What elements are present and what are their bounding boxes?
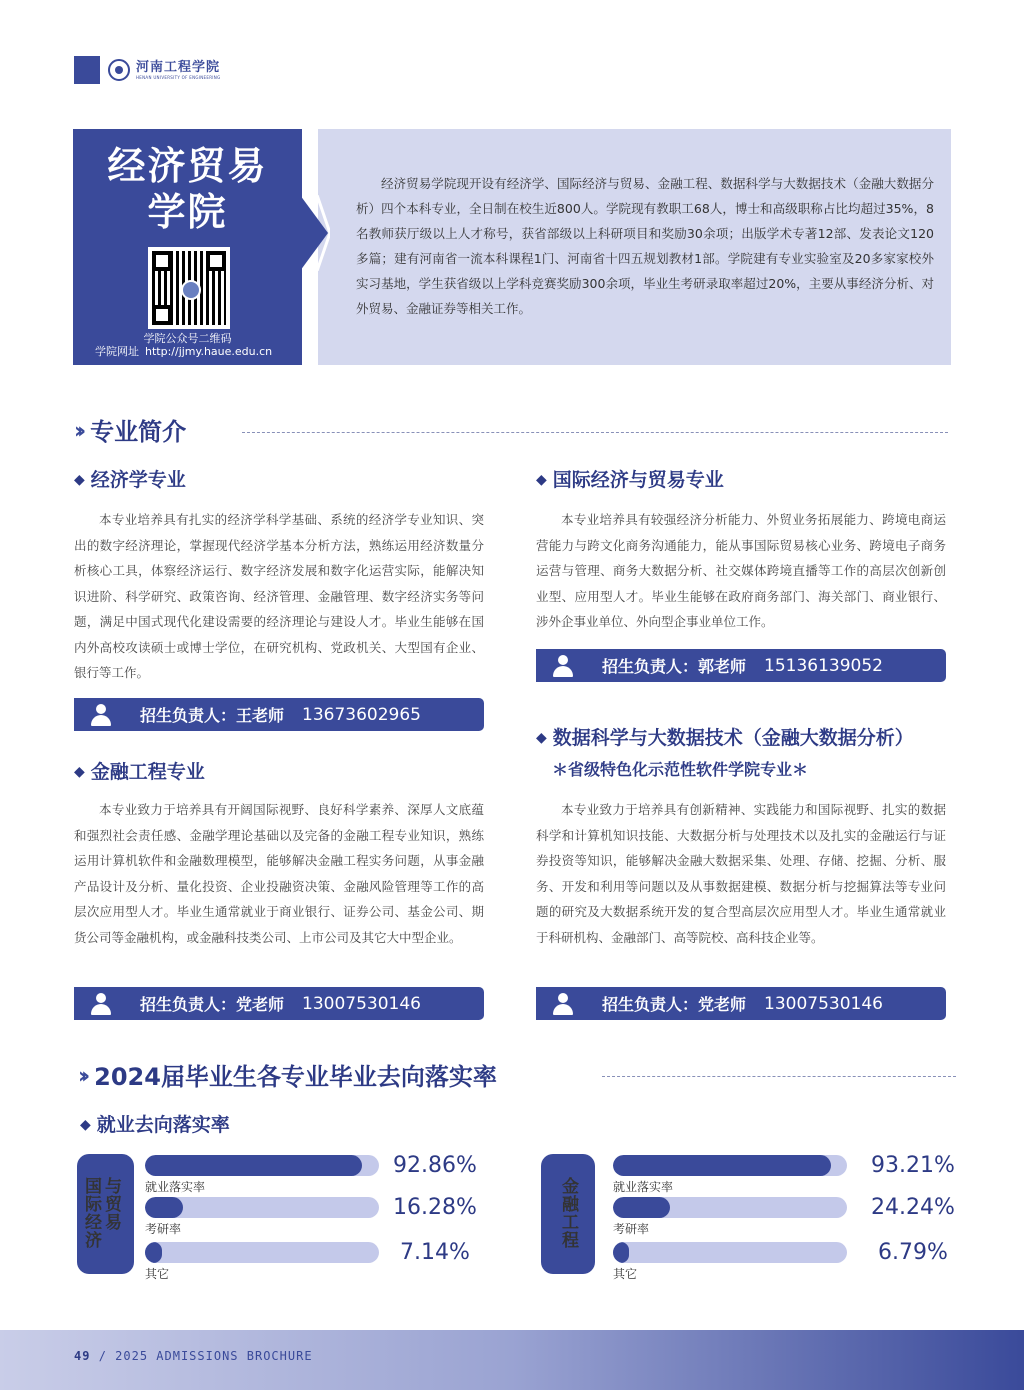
footer-separator: / [98, 1349, 107, 1363]
contact-label: 招生负责人：郭老师 [602, 657, 747, 676]
contact-phone[interactable]: 13007530146 [764, 993, 883, 1014]
bar-track [613, 1242, 847, 1263]
qr-code-icon [152, 251, 226, 325]
bar-fill-fineng-postgrad [613, 1197, 670, 1218]
double-chevron-icon: ›› [74, 419, 81, 444]
logo-english-name: HENAN UNIVERSITY OF ENGINEERING [136, 74, 221, 80]
brochure-title: 2025 ADMISSIONS BROCHURE [115, 1349, 313, 1363]
bar-track [145, 1242, 379, 1263]
section-title: 专业简介 [90, 418, 187, 446]
diamond-icon: ◆ [536, 730, 547, 746]
major-title-text: 经济学专业 [90, 469, 186, 491]
website-url[interactable]: http://jjmy.haue.edu.cn [145, 345, 273, 358]
contact-label: 招生负责人：党老师 [140, 995, 285, 1014]
stat-name-trade-col2: 与贸易 [101, 1177, 121, 1231]
corner-accent-block [74, 56, 100, 84]
bar-label: 其它 [145, 1267, 170, 1281]
section-heading-majors [74, 417, 186, 447]
university-seal-icon [108, 59, 130, 81]
bar-track [613, 1155, 847, 1176]
website-label: 学院网址 [95, 345, 139, 358]
logo-chinese-name: 河南工程学院 [136, 59, 221, 75]
panel-arrow-icon [300, 195, 330, 271]
bar-label: 考研率 [613, 1222, 650, 1236]
bar-percent: 7.14% [400, 1240, 470, 1265]
major-desc-fineng: 本专业致力于培养具有开阔国际视野、良好科学素养、深厚人文底蕴和强烈社会责任感、金融学理论基础以及完备的金融工程专业知识，熟练运用计算机软件和金融数理模型，能够解决金融工程实务问题，从事金融产品设计及分析、量化投资、企业投融资决策、金融风险管理等工作的高层次应用型人才。毕业生通常就业于商业银行、证券公司、基金公司、期货公司等金融机构，或金融科技类公司、上市公司及其它大中型企业。 [74, 802, 484, 945]
contact-label: 招生负责人：党老师 [602, 995, 747, 1014]
diamond-icon: ◆ [74, 472, 85, 488]
bar-percent: 24.24% [871, 1195, 955, 1220]
diamond-icon: ◆ [74, 764, 85, 780]
footer-text [74, 1349, 313, 1363]
bar-percent: 93.21% [871, 1153, 955, 1178]
contact-phone[interactable]: 13007530146 [302, 993, 421, 1014]
double-chevron-icon: ›› [78, 1064, 85, 1089]
college-title-line2: 学院 [147, 190, 228, 234]
bar-fill-trade-employment [145, 1155, 362, 1176]
person-icon [552, 993, 574, 1015]
major-title-text: 金融工程专业 [90, 761, 205, 783]
page-number: 49 [74, 1349, 91, 1363]
person-icon [552, 655, 574, 677]
diamond-icon: ◆ [80, 1117, 91, 1133]
major-desc-economics: 本专业培养具有扎实的经济学科学基础、系统的经济学专业知识、突出的数字经济理论，掌握现代经济学基本分析方法，熟练运用经济数量分析核心工具，体察经济运行、数字经济发展和数字化运营实际，能解决知识进阶、科学研究、政策咨询、经济管理、金融管理、数字经济实务等问题，满足中国式现代化建设需要的经济理论与建设人才。毕业生能够在国内外高校攻读硕士或博士学位，在研究机构、党政机关、大型国有企业、银行等工作。 [74, 512, 484, 680]
section-divider [242, 432, 948, 433]
section-divider [602, 1076, 956, 1077]
stat-name-trade-col1: 国际经济 [81, 1177, 101, 1249]
college-title [73, 143, 302, 235]
bar-track [613, 1197, 847, 1218]
contact-phone[interactable]: 13673602965 [302, 704, 421, 725]
bar-label: 就业落实率 [613, 1180, 674, 1194]
major-title-text: 数据科学与大数据技术（金融大数据分析） [552, 727, 914, 749]
major-note-datasci: ＊省级特色化示范性软件学院专业＊ [552, 760, 809, 779]
contact-bar-datasci [536, 987, 946, 1020]
contact-bar-trade [536, 649, 946, 682]
bar-label: 考研率 [145, 1222, 182, 1236]
college-title-panel [73, 129, 302, 365]
stat-name-fineng: 金融工程 [558, 1177, 578, 1249]
major-title-fineng [74, 759, 205, 787]
bar-percent: 6.79% [878, 1240, 948, 1265]
section-heading-employment [78, 1062, 497, 1092]
bar-fill-trade-other [145, 1242, 162, 1263]
diamond-icon: ◆ [536, 472, 547, 488]
qr-code-label: 学院公众号二维码 [143, 332, 232, 345]
website-row [95, 345, 278, 359]
major-title-datasci [536, 725, 914, 753]
bar-fill-trade-postgrad [145, 1197, 183, 1218]
contact-bar-fineng [74, 987, 484, 1020]
bar-label: 就业落实率 [145, 1180, 206, 1194]
college-title-line1: 经济贸易 [107, 144, 268, 188]
bar-fill-fineng-employment [613, 1155, 831, 1176]
contact-phone[interactable]: 15136139052 [764, 655, 883, 676]
college-intro-text: 经济贸易学院现开设有经济学、国际经济与贸易、金融工程、数据科学与大数据技术（金融大数据分析）四个本科专业，全日制在校生近800人。学院现有教职工68人，博士和高级职称占比均超过35%，8名教师获厅级以上人才称号，获省部级以上科研项目和奖励30余项；出版学术专著12部、发表论文120多篇；建有河南省一流本科课程1门、河南省十四五规划教材1部。学院建有专业实验室及20多家家校外实习基地，学生获省级以上学科竞赛奖励300余项，毕业生考研录取率超过20%，主要从事经济分析、对外贸易、金融证券等相关工作。 [356, 176, 934, 316]
contact-bar-economics [74, 698, 484, 731]
major-desc-trade: 本专业培养具有较强经济分析能力、外贸业务拓展能力、跨境电商运营能力与跨文化商务沟通能力，能从事国际贸易核心业务、跨境电子商务运营与管理、商务大数据分析、社交媒体跨境直播等工作的高层次创新创业型、应用型人才。毕业生能够在政府商务部门、海关部门、商业银行、涉外企事业单位、外向型企事业单位工作。 [536, 512, 946, 629]
stats-subtitle-text: 就业去向落实率 [96, 1114, 230, 1136]
major-title-text: 国际经济与贸易专业 [552, 469, 724, 491]
university-logo [108, 58, 220, 82]
section-title: 2024届毕业生各专业毕业去向落实率 [94, 1063, 497, 1091]
major-desc-datasci: 本专业致力于培养具有创新精神、实践能力和国际视野、扎实的数据科学和计算机知识技能、大数据分析与处理技术以及扎实的金融运行与证券投资等知识，能够解决金融大数据采集、处理、存储、挖掘、分析、服务、开发和利用等问题以及从事数据建模、数据分析与挖掘算法等专业问题的研究及大数据系统开发的复合型高层次应用型人才。毕业生通常就业于科研机构、金融部门、高等院校、高科技企业等。 [536, 802, 946, 945]
bar-percent: 92.86% [393, 1153, 477, 1178]
major-title-economics [74, 467, 186, 495]
major-title-trade [536, 467, 724, 495]
qr-code [148, 247, 230, 329]
bar-track [145, 1197, 379, 1218]
contact-label: 招生负责人：王老师 [140, 706, 285, 725]
bar-percent: 16.28% [393, 1195, 477, 1220]
bar-track [145, 1155, 379, 1176]
person-icon [90, 993, 112, 1015]
bar-label: 其它 [613, 1267, 638, 1281]
person-icon [90, 704, 112, 726]
bar-fill-fineng-other [613, 1242, 629, 1263]
stats-subtitle [80, 1112, 230, 1140]
